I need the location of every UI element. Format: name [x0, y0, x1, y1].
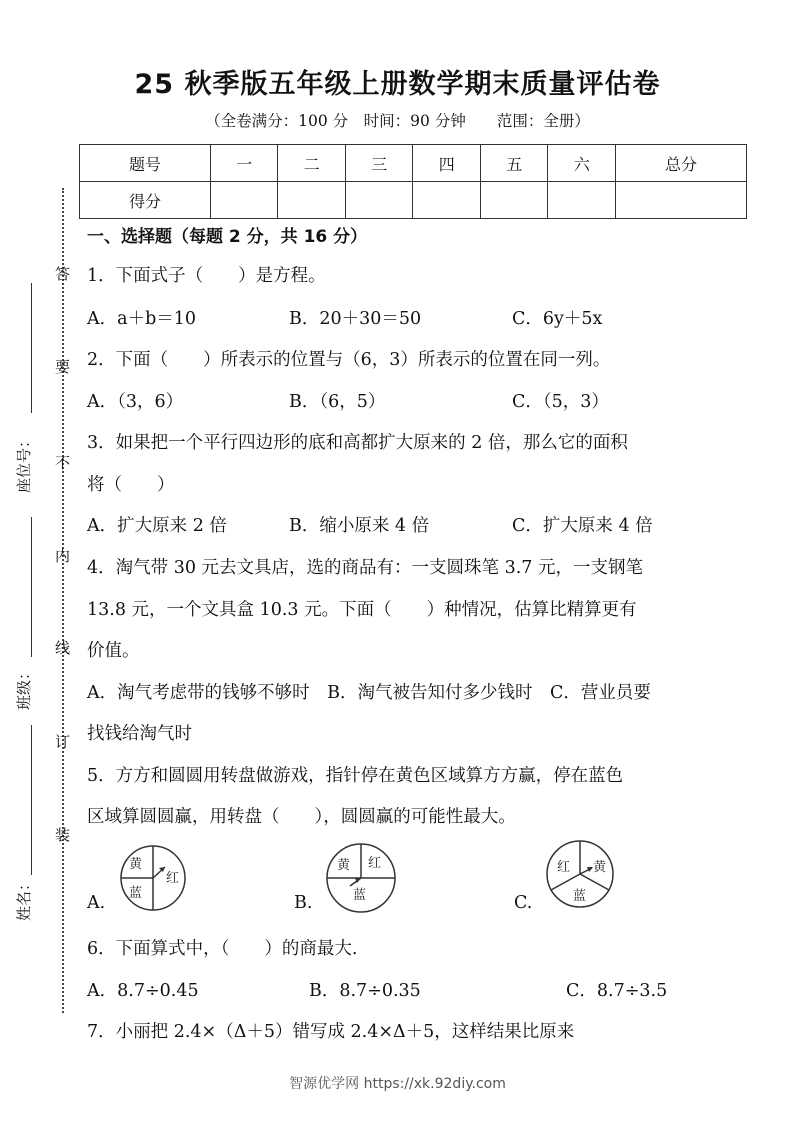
margin-char: 线	[55, 639, 71, 657]
score-header-cell: 二	[278, 145, 346, 182]
question-3-stem-line2: 将（ ）	[87, 475, 175, 495]
question-5-stem-line2: 区域算圆圆赢，用转盘（ ），圆圆赢的可能性最大。	[87, 807, 516, 827]
question-2-option-a[interactable]: A．（3，6）	[87, 392, 184, 412]
exam-subtitle: （全卷满分：100 分 时间：90 分钟 范围：全册）	[205, 112, 590, 130]
question-5-option-b[interactable]: B.	[294, 893, 313, 913]
score-cell[interactable]	[480, 182, 548, 219]
score-cell[interactable]	[548, 182, 616, 219]
spinner-c-red-label: 红	[557, 860, 571, 875]
spinner-a-yellow-label: 黄	[129, 857, 143, 872]
spinner-c-blue-label: 蓝	[573, 889, 587, 904]
name-blank-line[interactable]	[31, 725, 32, 875]
footer-watermark: 智源优学网 https://xk.92diy.com	[289, 1076, 506, 1092]
question-3-stem-line1: 3．如果把一个平行四边形的底和高都扩大原来的 2 倍，那么它的面积	[87, 433, 628, 453]
margin-char: 装	[55, 826, 71, 844]
question-4-options-line1[interactable]: A．淘气考虑带的钱够不够时 B．淘气被告知付多少钱时 C．营业员要	[87, 683, 651, 703]
spinner-b-blue-label: 蓝	[353, 888, 367, 903]
exam-title: 25 秋季版五年级上册数学期末质量评估卷	[134, 69, 661, 100]
score-cell[interactable]	[210, 182, 278, 219]
spinner-c-diagram	[544, 838, 616, 910]
question-1-stem: 1．下面式子（ ）是方程。	[87, 266, 326, 286]
question-2-option-b[interactable]: B．（6，5）	[289, 392, 386, 412]
question-3-option-a[interactable]: A．扩大原来 2 倍	[87, 516, 227, 536]
margin-char: 内	[55, 547, 71, 565]
question-6-option-c[interactable]: C．8.7÷3.5	[566, 981, 668, 1001]
question-6-stem: 6．下面算式中，（ ）的商最大.	[87, 939, 358, 959]
seat-blank-line[interactable]	[31, 283, 32, 413]
question-2-stem: 2．下面（ ）所表示的位置与（6，3）所表示的位置在同一列。	[87, 350, 611, 370]
question-6-option-b[interactable]: B．8.7÷0.35	[309, 981, 421, 1001]
score-header-cell: 五	[480, 145, 548, 182]
spinner-a-red-label: 红	[166, 871, 180, 886]
margin-char: 答	[55, 265, 71, 283]
spinner-b-yellow-label: 黄	[337, 858, 351, 873]
question-4-options-line2[interactable]: 找钱给淘气时	[87, 724, 192, 744]
score-row-label: 得分	[80, 182, 211, 219]
score-header-cell: 一	[210, 145, 278, 182]
spinner-a-blue-label: 蓝	[129, 886, 143, 901]
score-header-cell: 题号	[80, 145, 211, 182]
section-title: 一、选择题（每题 2 分，共 16 分）	[87, 227, 368, 247]
question-3-option-b[interactable]: B．缩小原来 4 倍	[289, 516, 430, 536]
margin-char: 订	[55, 733, 71, 751]
score-cell[interactable]	[345, 182, 413, 219]
score-header-cell: 三	[345, 145, 413, 182]
score-table	[79, 144, 747, 219]
score-header-cell: 总分	[615, 145, 746, 182]
question-1-option-c[interactable]: C．6y＋5x	[512, 309, 603, 329]
question-7-stem: 7．小丽把 2.4×（Δ＋5）错写成 2.4×Δ＋5，这样结果比原来	[87, 1022, 575, 1042]
score-header-cell: 四	[413, 145, 481, 182]
seat-label: 座位号：	[15, 432, 33, 493]
question-5-option-c[interactable]: C.	[514, 893, 533, 913]
question-1-option-a[interactable]: A．a＋b＝10	[87, 309, 197, 329]
question-5-option-a[interactable]: A.	[87, 893, 106, 913]
spinner-b-red-label: 红	[368, 856, 382, 871]
class-label: 班级：	[15, 664, 33, 710]
spinner-c-yellow-label: 黄	[593, 860, 607, 875]
spinner-b-diagram	[324, 841, 398, 915]
margin-char: 不	[55, 454, 71, 472]
spinner-a-diagram	[118, 843, 188, 913]
margin-char: 要	[55, 358, 71, 376]
question-6-option-a[interactable]: A．8.7÷0.45	[87, 981, 199, 1001]
binding-dotted-line	[62, 188, 64, 1013]
question-2-option-c[interactable]: C．（5，3）	[512, 392, 609, 412]
score-cell[interactable]	[615, 182, 746, 219]
question-3-option-c[interactable]: C．扩大原来 4 倍	[512, 516, 653, 536]
score-cell[interactable]	[278, 182, 346, 219]
score-header-cell: 六	[548, 145, 616, 182]
score-cell[interactable]	[413, 182, 481, 219]
class-blank-line[interactable]	[31, 517, 32, 657]
name-label: 姓名：	[15, 875, 33, 921]
question-4-stem-line1: 4．淘气带 30 元去文具店，选的商品有：一支圆珠笔 3.7 元，一支钢笔	[87, 558, 643, 578]
question-4-stem-line3: 价值。	[87, 641, 140, 661]
question-5-stem-line1: 5．方方和圆圆用转盘做游戏，指针停在黄色区域算方方赢，停在蓝色	[87, 766, 624, 786]
score-table-header-row	[80, 145, 747, 182]
score-table-score-row	[80, 182, 747, 219]
question-1-option-b[interactable]: B．20＋30＝50	[289, 309, 422, 329]
question-4-stem-line2: 13.8 元，一个文具盒 10.3 元。下面（ ）种情况，估算比精算更有	[87, 600, 637, 620]
